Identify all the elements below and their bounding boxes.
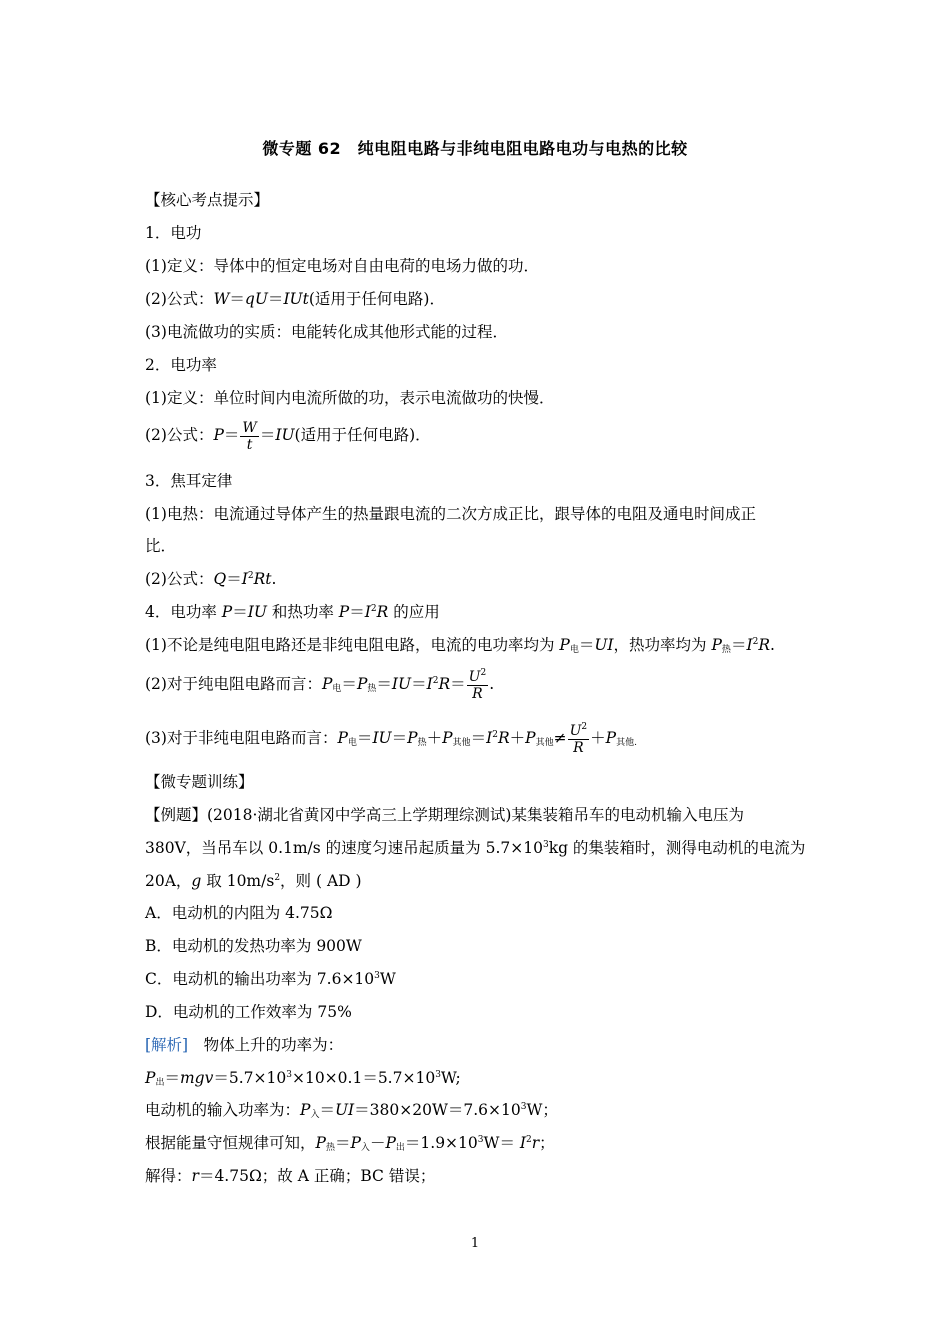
joule-heat-line1: (1)电热：电流通过导体产生的热量跟电流的二次方成正比，跟导体的电阻及通电时间成正 — [145, 505, 756, 523]
page-number: 1 — [470, 1236, 480, 1251]
example-line3: 20A，g 取 $10m/s^2$，则 ( AD ) — [145, 872, 362, 890]
solution-line5: 解得：r＝4.75Ω；故 A 正确；BC 错误； — [145, 1167, 436, 1185]
work-definition: (1)定义：导体中的恒定电场对自由电荷的电场力做的功． — [145, 257, 539, 275]
page-title: 微专题 62 纯电阻电路与非纯电阻电路电功与电热的比较 — [262, 139, 688, 158]
option-b: B．电动机的发热功率为 900W — [145, 937, 362, 955]
section-heading-key-points: 【核心考点提示】 — [145, 191, 270, 209]
fraction-u2-over-r: $\frac{U^2}{R}$ — [468, 667, 487, 702]
joule-formula: (2)公式：$Q=I^2Rt$. — [145, 570, 277, 588]
fraction-w-over-t: $\frac{W}{t}$ — [242, 419, 257, 453]
fraction-u2-over-r-2: $\frac{U^2}{R}$ — [569, 721, 588, 756]
solution-tag: [解析] — [145, 1036, 189, 1054]
work-essence: (3)电流做功的实质：电能转化成其他形式能的过程． — [145, 323, 508, 341]
heading-electric-power: 2．电功率 — [145, 356, 217, 374]
option-a: A．电动机的内阻为 4.75Ω — [145, 904, 333, 922]
solution-line3: 电动机的输入功率为：$P_入=UI=380\times 20W=7.6\times 10^3W$； — [145, 1101, 558, 1120]
example-line1: 【例题】(2018·湖北省黄冈中学高三上学期理综测试)某集装箱吊车的电动机输入电压为 — [145, 806, 744, 824]
application-line2: (2)对于纯电阻电路而言：$P_电=P_热=IU=I^2R=$ $\frac{U^2}{R}$ . — [145, 667, 495, 702]
heading-power-application: 4．电功率 P＝IU 和热功率 $P=I^2R$ 的应用 — [145, 603, 440, 621]
heading-electric-work: 1．电功 — [145, 224, 202, 242]
heading-joule-law: 3．焦耳定律 — [145, 472, 233, 490]
solution-line1: [解析] 物体上升的功率为： — [145, 1036, 344, 1054]
option-d: D．电动机的工作效率为 75% — [145, 1003, 352, 1021]
solution-line2: $P_出=mgv=5.7\times 10^3\times 10\times 0.1=5.7\times 10^3W$; — [145, 1069, 461, 1088]
solution-line4: 根据能量守恒规律可知，$P_热=P_入-P_出=1.9\times 10^3W= I^2r$； — [145, 1134, 555, 1153]
power-formula: (2)公式：P＝ $\frac{W}{t}$ ＝IU(适用于任何电路)． — [145, 419, 431, 453]
section-heading-training: 【微专题训练】 — [145, 773, 254, 791]
power-definition: (1)定义：单位时间内电流所做的功，表示电流做功的快慢． — [145, 389, 555, 407]
work-formula: (2)公式：W＝qU＝IUt(适用于任何电路)． — [145, 290, 445, 308]
joule-heat-line2: 比． — [145, 537, 177, 555]
application-line3: (3)对于非纯电阻电路而言：$P_电=IU=P_热+P_{其他}=I^2R+P_{其他}\ne$ $\frac{U^2}{R}$ $+P_{其他.}$ — [145, 721, 637, 756]
example-line2: 380V，当吊车以 0.1m/s 的速度匀速吊起质量为 $5.7\times 10^3kg$ 的集装箱时，测得电动机的电流为 — [145, 839, 806, 857]
option-c: C．电动机的输出功率为 $7.6\times 10^3W$ — [145, 970, 396, 988]
application-line1: (1)不论是纯电阻电路还是非纯电阻电路，电流的电功率均为 $P_电=UI$，热功率均为 $P_热=I^2R$. — [145, 636, 775, 655]
